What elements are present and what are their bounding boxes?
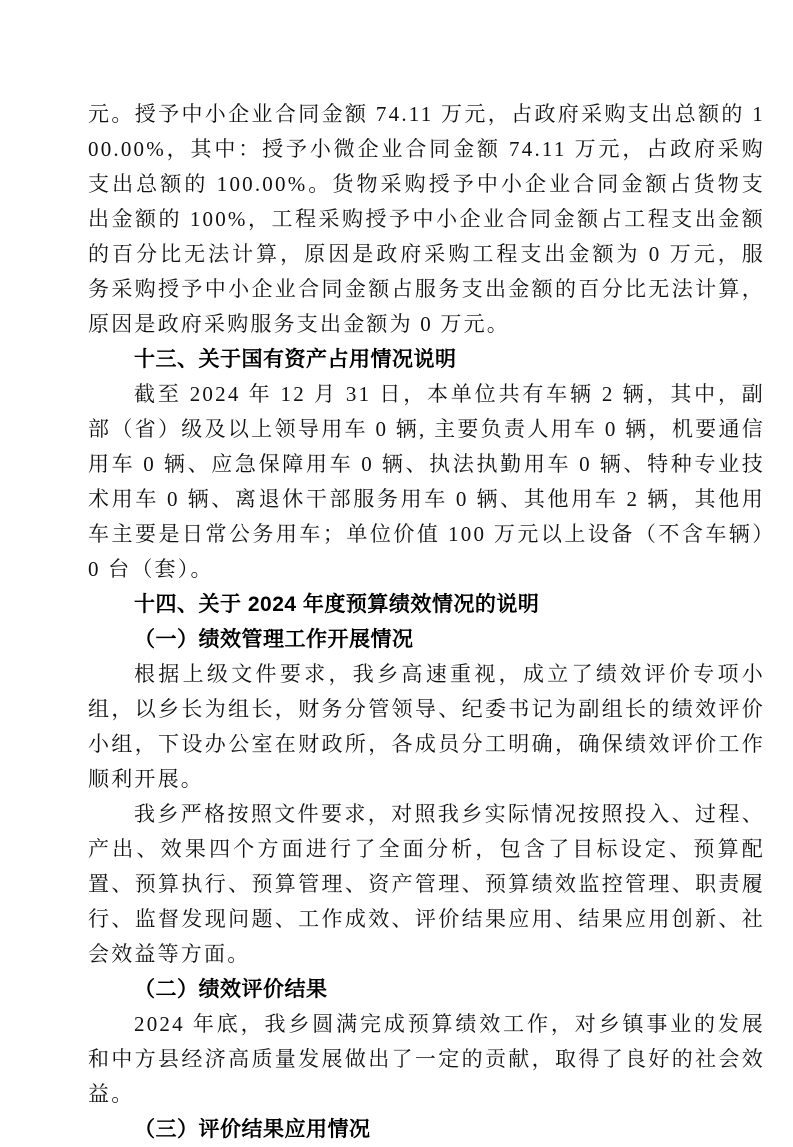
heading-section-13-state-assets: 十三、关于国有资产占用情况说明 [134,348,457,371]
document-body [88,97,765,1147]
subheading-performance-evaluation-results: （二）绩效评价结果 [134,978,328,1001]
subheading-evaluation-results-application: （三）评价结果应用情况 [134,1118,371,1141]
paragraph-state-assets-vehicles: 截至 2024 年 12 月 31 日，本单位共有车辆 2 辆，其中，副部（省）级及以上领导用车 0 辆, 主要负责人用车 0 辆，机要通信用车 0 辆、应急保障用车 0 辆、执法执勤用车 0 辆、特种专业技术用车 0 辆、离退休干部服务用车 0 辆、其他用车 2 辆，其他用车主要是日常公务用车；单位价值 100 万元以上设备（不含车辆）0 台（套）。 [88,382,765,581]
paragraph-government-procurement-sme: 元。授予中小企业合同金额 74.11 万元，占政府采购支出总额的 100.00%，其中：授予小微企业合同金额 74.11 万元，占政府采购支出总额的 100.00%。货物采购授予中小企业合同金额占货物支出金额的 100%，工程采购授予中小企业合同金额占工程支出金额的百分比无法计算，原因是政府采购工程支出金额为 0 万元，服务采购授予中小企业合同金额占服务支出金额的百分比无法计算，原因是政府采购服务支出金额为 0 万元。 [88,102,765,336]
paragraph-evaluation-results-summary: 2024 年底，我乡圆满完成预算绩效工作，对乡镇事业的发展和中方县经济高质量发展做出了一定的贡献，取得了良好的社会效益。 [88,1012,765,1106]
heading-section-14-budget-performance: 十四、关于 2024 年度预算绩效情况的说明 [134,593,540,616]
paragraph-performance-analysis-scope: 我乡严格按照文件要求，对照我乡实际情况按照投入、过程、产出、效果四个方面进行了全面分析，包含了目标设定、预算配置、预算执行、预算管理、资产管理、预算绩效监控管理、职责履行、监督发现问题、工作成效、评价结果应用、结果应用创新、社会效益等方面。 [88,802,765,966]
subheading-performance-management-work: （一）绩效管理工作开展情况 [134,628,414,651]
paragraph-performance-evaluation-team: 根据上级文件要求，我乡高速重视，成立了绩效评价专项小组，以乡长为组长，财务分管领导、纪委书记为副组长的绩效评价小组，下设办公室在财政所，各成员分工明确，确保绩效评价工作顺利开展。 [88,662,765,791]
